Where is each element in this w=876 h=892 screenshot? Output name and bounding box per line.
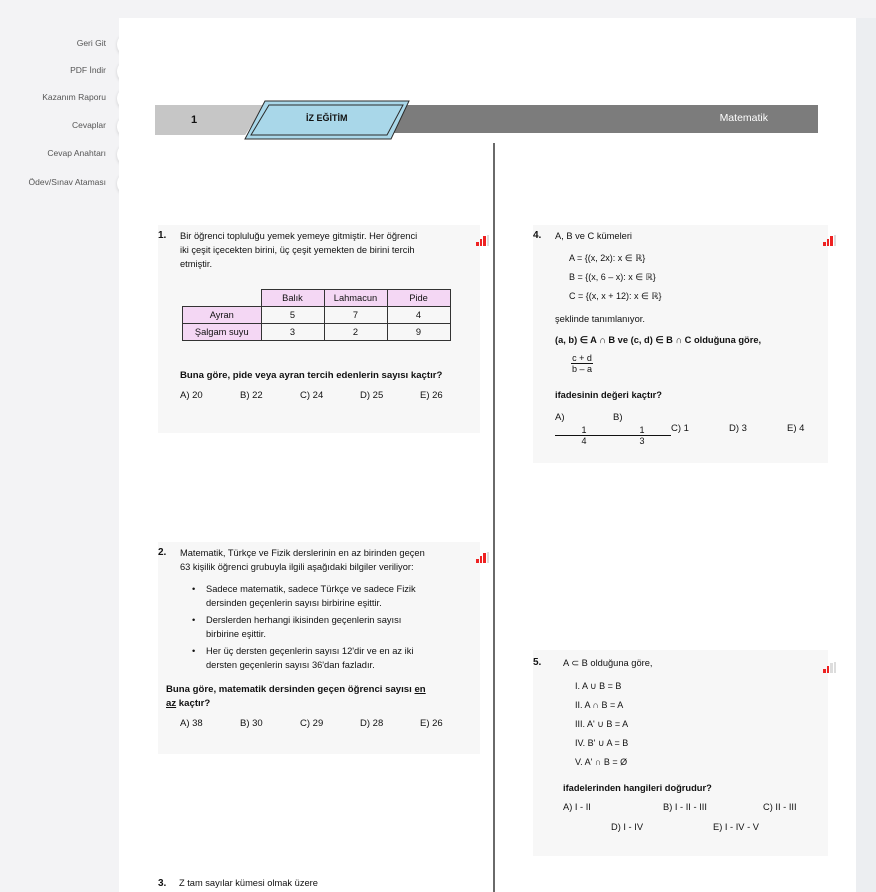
option-c[interactable]: C) 1 [671,422,689,434]
option-e[interactable]: E) 26 [420,390,443,401]
subject-label: Matematik [719,112,768,124]
table-cell: 4 [387,307,450,324]
question-1[interactable] [158,225,480,433]
underlined-text: en [414,684,426,695]
question-4[interactable] [533,225,828,463]
option-e[interactable]: E) I - IV - V [713,822,759,832]
table-cell: 2 [324,324,387,341]
table-cell: 7 [324,307,387,324]
option-d[interactable]: D) 28 [360,718,384,729]
table-header: Lahmacun [324,290,387,307]
question-5[interactable] [533,650,828,856]
question-prompt: ifadesinin değeri kaçtır? [555,390,662,400]
answer-options [180,389,460,403]
question-text: iki çeşit içecekten birini, üç çeşit yemekten de birini tercih [180,245,415,255]
question-text: A ⊂ B olduğuna göre, [563,658,653,668]
set-c: C = {(x, x + 12): x ∈ ℝ} [569,291,662,301]
option-a[interactable]: A) 1 4 [555,411,613,446]
achievement-report-label: Kazanım Raporu [42,92,106,102]
pdf-download-label: PDF İndir [70,65,106,75]
column-divider [493,143,495,892]
question-text: A, B ve C kümeleri [555,231,632,241]
list-item: • Derslerden herhangi ikisinden geçenlerin sayısı birbirine eşittir. [180,613,470,641]
question-text: Z tam sayılar kümesi olmak üzere [178,878,318,888]
assignment-label: Ödev/Sınav Ataması [28,177,106,187]
statement: II. A ∩ B = A [575,700,624,710]
question-text: Matematik, Türkçe ve Fizik derslerinin en az birinden geçen [180,548,425,558]
option-e[interactable]: E) 26 [420,718,443,729]
header-banner [155,97,818,141]
option-d[interactable]: D) 25 [360,390,384,401]
set-definitions [569,249,662,306]
table-header: Pide [387,290,450,307]
option-c[interactable]: C) 29 [300,718,324,729]
question-prompt: Buna göre, matematik dersinden geçen öğrenci sayısı en az kaçtır? [166,684,426,709]
option-d[interactable]: D) 3 [729,422,747,434]
option-b[interactable]: B) I - II - III [663,802,707,812]
question-text: Bir öğrenci topluluğu yemek yemeye gitmiştir. Her öğrenci [180,231,418,241]
question-3[interactable] [158,878,318,889]
statement: I. A ∪ B = B [575,681,622,691]
question-number: 3. [158,878,167,889]
answers-label: Cevaplar [71,120,106,130]
option-a[interactable]: A) I - II [563,802,591,812]
option-b[interactable]: B) 1 3 [613,411,671,446]
question-prompt: ifadelerinden hangileri doğrudur? [563,783,712,793]
option-d[interactable]: D) I - IV [611,822,644,832]
row-label: Şalgam suyu [183,324,262,341]
row-label: Ayran [183,307,262,324]
option-e[interactable]: E) 4 [787,422,805,434]
difficulty-icon [476,235,490,246]
page-number: 1 [191,114,198,126]
option-a[interactable]: A) 20 [180,390,203,401]
list-item: • Her üç dersten geçenlerin sayısı 12'dir ve en az iki dersten geçenlerin sayısı 36'dan fazladır. [180,644,470,672]
question-text: şeklinde tanımlanıyor. [555,314,645,324]
question-number: 4. [533,230,542,241]
expression: $\frac{c + d}{b - a}$ [572,353,593,374]
back-label: Geri Git [76,38,106,48]
table-cell: 5 [261,307,324,324]
option-b[interactable]: B) 30 [240,718,263,729]
question-prompt: Buna göre, pide veya ayran tercih edenlerin sayısı kaçtır? [180,370,443,381]
difficulty-icon [823,235,837,246]
banner-title: İZ EĞİTİM [306,113,348,123]
option-b[interactable]: B) 22 [240,390,263,401]
table-header: Balık [261,290,324,307]
set-a: A = {(x, 2x): x ∈ ℝ} [569,253,646,263]
right-scroll-area [856,18,876,892]
question-2[interactable] [158,542,480,754]
table-row [183,307,451,324]
statement: IV. B' ∪ A = B [575,738,629,748]
info-list [180,582,470,675]
statement-list [575,677,628,772]
answer-options [180,717,460,731]
question-number: 2. [158,547,167,558]
question-number: 1. [158,230,167,241]
table-cell: 9 [387,324,450,341]
underlined-text: az [166,698,177,709]
option-a[interactable]: A) 38 [180,718,203,729]
question-text: 63 kişilik öğrenci grubuyla ilgili aşağıdaki bilgiler veriliyor: [180,562,414,572]
difficulty-icon [823,662,837,673]
option-c[interactable]: C) II - III [763,802,797,812]
statement: V. A' ∩ B = Ø [575,757,628,767]
option-c[interactable]: C) 24 [300,390,324,401]
table-cell: 3 [261,324,324,341]
difficulty-icon [476,552,490,563]
answer-options [555,411,817,446]
data-table [182,289,451,341]
table-row [183,324,451,341]
set-b: B = {(x, 6 – x): x ∈ ℝ} [569,272,656,282]
question-condition: (a, b) ∈ A ∩ B ve (c, d) ∈ B ∩ C olduğuna göre, [555,335,762,345]
answer-key-label: Cevap Anahtarı [47,148,106,158]
list-item: • Sadece matematik, sadece Türkçe ve sadece Fizik dersinden geçenlerin sayısı birbirine eşittir. [180,582,470,610]
question-number: 5. [533,657,542,668]
question-text: etmiştir. [180,259,213,269]
statement: III. A' ∪ B = A [575,719,629,729]
